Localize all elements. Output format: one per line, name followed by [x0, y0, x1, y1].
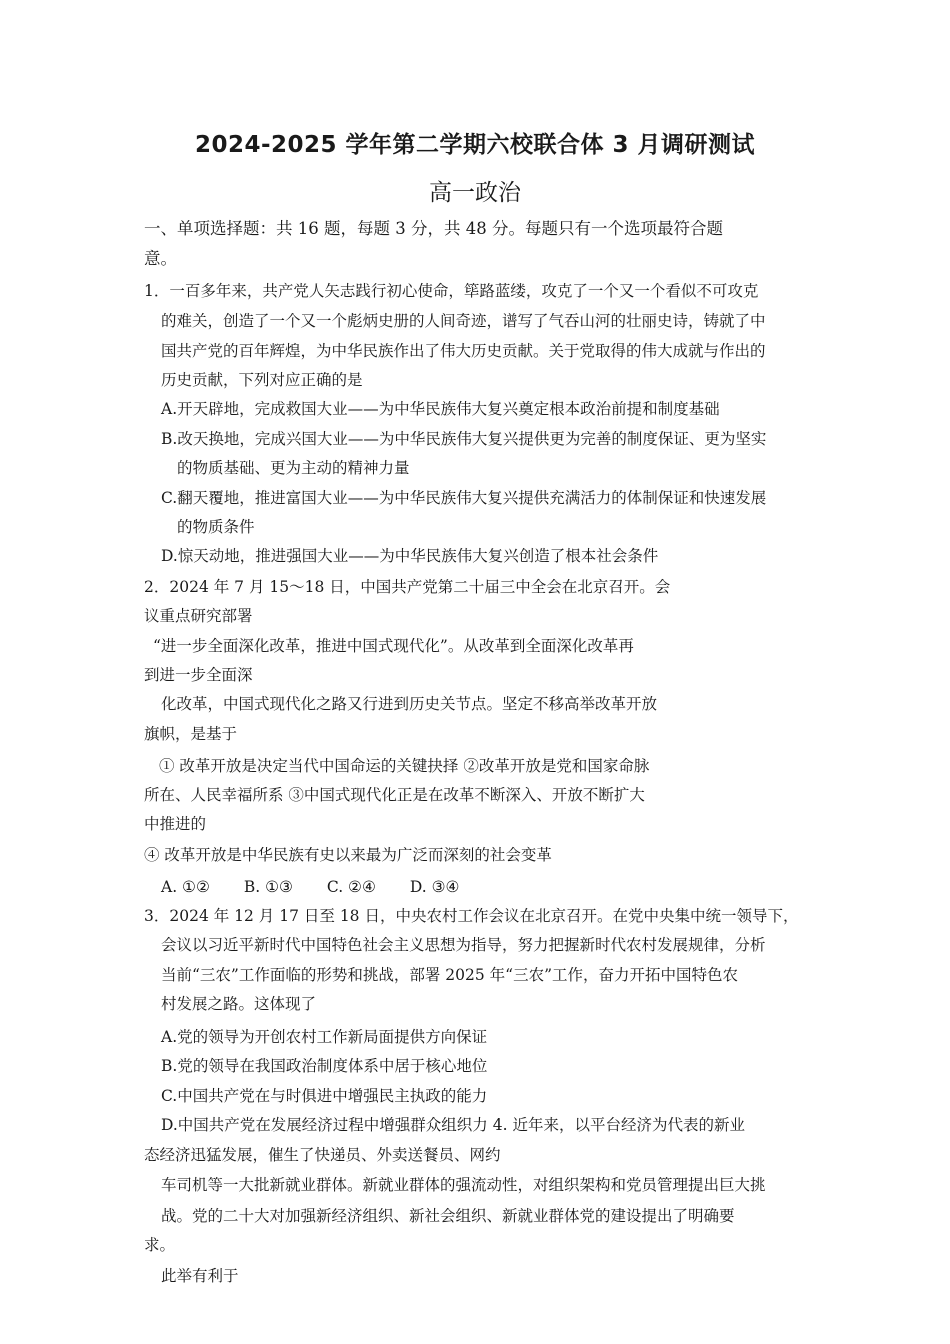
q2-line1: 2．2024 年 7 月 15～18 日，中国共产党第二十届三中全会在北京召开。会 [144, 578, 671, 596]
q3-stem-line2: 会议以习近平新时代中国特色社会主义思想为指导，努力把握新时代农村发展规律，分析 [161, 936, 766, 954]
q2-line5: 化改革，中国式现代化之路又行进到历史关节点。坚定不移高举改革开放 [161, 695, 658, 713]
q3-option-c: C.中国共产党在与时俱进中增强民主执政的能力 [161, 1087, 488, 1105]
q2-option-d: D. ③④ [409, 878, 460, 896]
q2-option-c: C. ②④ [326, 878, 376, 896]
q2-options [161, 877, 493, 897]
q1-option-a: A.开天辟地，完成救国大业——为中华民族伟大复兴奠定根本政治前提和制度基础 [161, 400, 720, 418]
q3-stem-line3: 当前“三农”工作面临的形势和挑战，部署 2025 年“三农”工作，奋力开拓中国特色农 [161, 966, 738, 984]
q2-line3: “进一步全面深化改革，推进中国式现代化”。从改革到全面深化改革再 [153, 637, 634, 655]
q1-stem-line4: 历史贡献，下列对应正确的是 [161, 371, 363, 389]
q2-option-a: A. ①② [161, 878, 210, 896]
q3-option-a: A.党的领导为开创农村工作新局面提供方向保证 [161, 1028, 488, 1046]
q3-option-d-q4-start: D.中国共产党在发展经济过程中增强群众组织力 4. 近年来，以平台经济为代表的新业 [161, 1116, 745, 1134]
q4-line3: 战。党的二十大对加强新经济组织、新社会组织、新就业群体党的建设提出了明确要 [161, 1207, 735, 1225]
section-instruction-line2: 意。 [144, 249, 177, 268]
q2-line2: 议重点研究部署 [144, 607, 253, 625]
section-instruction-line1: 一、单项选择题：共 16 题，每题 3 分，共 48 分。每题只有一个选项最符合题 [144, 219, 723, 238]
q2-line4: 到进一步全面深 [144, 666, 253, 684]
q2-line7: ① 改革开放是决定当代中国命运的关键抉择 ②改革开放是党和国家命脉 [159, 757, 650, 775]
q3-stem-line1: 3．2024 年 12 月 17 日至 18 日，中央农村工作会议在北京召开。在党中央集中统一领导下， [144, 907, 799, 925]
q4-line5: 此举有利于 [161, 1267, 239, 1285]
q4-line2: 车司机等一大批新就业群体。新就业群体的强流动性，对组织架构和党员管理提出巨大挑 [161, 1176, 766, 1194]
q4-line4: 求。 [144, 1236, 176, 1254]
q4-line1: 态经济迅猛发展，催生了快递员、外卖送餐员、网约 [144, 1146, 501, 1164]
q3-stem-line4: 村发展之路。这体现了 [161, 995, 317, 1013]
q2-line6: 旗帜，是基于 [144, 725, 238, 743]
q2-option-b: B. ①③ [243, 878, 293, 896]
q1-stem-line2: 的难关，创造了一个又一个彪炳史册的人间奇迹，谱写了气吞山河的壮丽史诗，铸就了中 [161, 312, 766, 330]
q1-option-d: D.惊天动地，推进强国大业——为中华民族伟大复兴创造了根本社会条件 [161, 547, 659, 565]
q1-option-b-line2: 的物质基础、更为主动的精神力量 [177, 459, 410, 477]
exam-subject: 高一政治 [429, 180, 521, 206]
q3-option-b: B.党的领导在我国政治制度体系中居于核心地位 [161, 1057, 488, 1075]
q1-stem-line1: 1．一百多年来，共产党人矢志践行初心使命，筚路蓝缕，攻克了一个又一个看似不可攻克 [144, 282, 759, 300]
q1-option-c-line1: C.翻天覆地，推进富国大业——为中华民族伟大复兴提供充满活力的体制保证和快速发展 [161, 489, 767, 507]
q2-line10: ④ 改革开放是中华民族有史以来最为广泛而深刻的社会变革 [144, 846, 552, 864]
q1-option-c-line2: 的物质条件 [177, 518, 255, 536]
q1-option-b-line1: B.改天换地，完成兴国大业——为中华民族伟大复兴提供更为完善的制度保证、更为坚实 [161, 430, 767, 448]
q1-stem-line3: 国共产党的百年辉煌，为中华民族作出了伟大历史贡献。关于党取得的伟大成就与作出的 [161, 342, 766, 360]
q2-line9: 中推进的 [144, 815, 207, 833]
q2-line8: 所在、人民幸福所系 ③中国式现代化正是在改革不断深入、开放不断扩大 [144, 786, 645, 804]
exam-title: 2024-2025 学年第二学期六校联合体 3 月调研测试 [194, 132, 756, 158]
